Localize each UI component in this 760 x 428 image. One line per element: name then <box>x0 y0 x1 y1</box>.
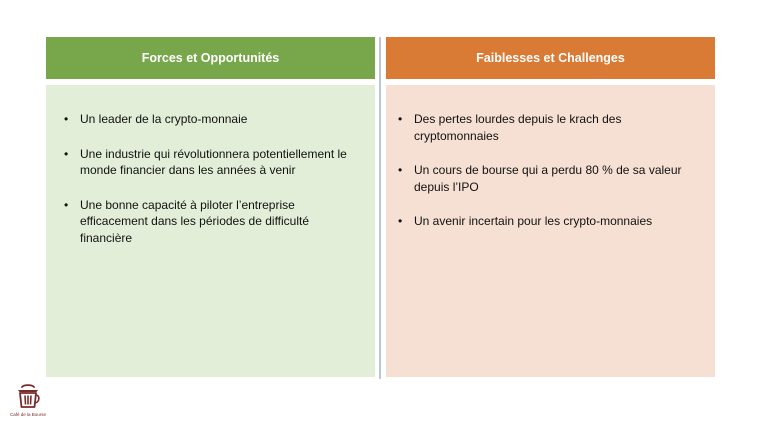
weaknesses-body <box>386 85 715 377</box>
company-logo <box>10 383 46 417</box>
strengths-header <box>46 37 375 79</box>
bullet: • <box>398 214 403 228</box>
list-item: • Un avenir incertain pour les crypto-monnaies <box>398 214 653 228</box>
list-item: • Des pertes lourdes depuis le krach des cryptomonnaies <box>398 112 622 143</box>
weaknesses-title: Faiblesses et Challenges <box>476 51 625 65</box>
coffee-cup-icon <box>14 383 42 411</box>
list-item: • Un leader de la crypto-monnaie <box>64 112 248 126</box>
logo-text: Café de la Bourse <box>10 412 47 417</box>
weaknesses-list <box>398 111 701 230</box>
strengths-title: Forces et Opportunités <box>141 51 280 65</box>
list-item: • Une industrie qui révolutionnera potentiellement le monde financier dans les années à venir <box>64 146 347 177</box>
bullet: • <box>64 197 69 212</box>
bullet: • <box>64 146 69 161</box>
strengths-body <box>46 85 375 377</box>
list-item: • Un cours de bourse qui a perdu 80 % de sa valeur depuis l’IPO <box>398 163 682 194</box>
bullet: • <box>64 112 69 126</box>
bullet: • <box>398 112 403 126</box>
list-item: • Une bonne capacité à piloter l’entreprise efficacement dans les périodes de difficulté financière <box>64 197 310 245</box>
bullet: • <box>398 163 403 177</box>
strengths-panel <box>46 37 375 377</box>
weaknesses-panel <box>386 37 715 377</box>
weaknesses-header <box>386 37 715 79</box>
panel-divider <box>379 37 381 379</box>
strengths-list <box>64 111 361 246</box>
